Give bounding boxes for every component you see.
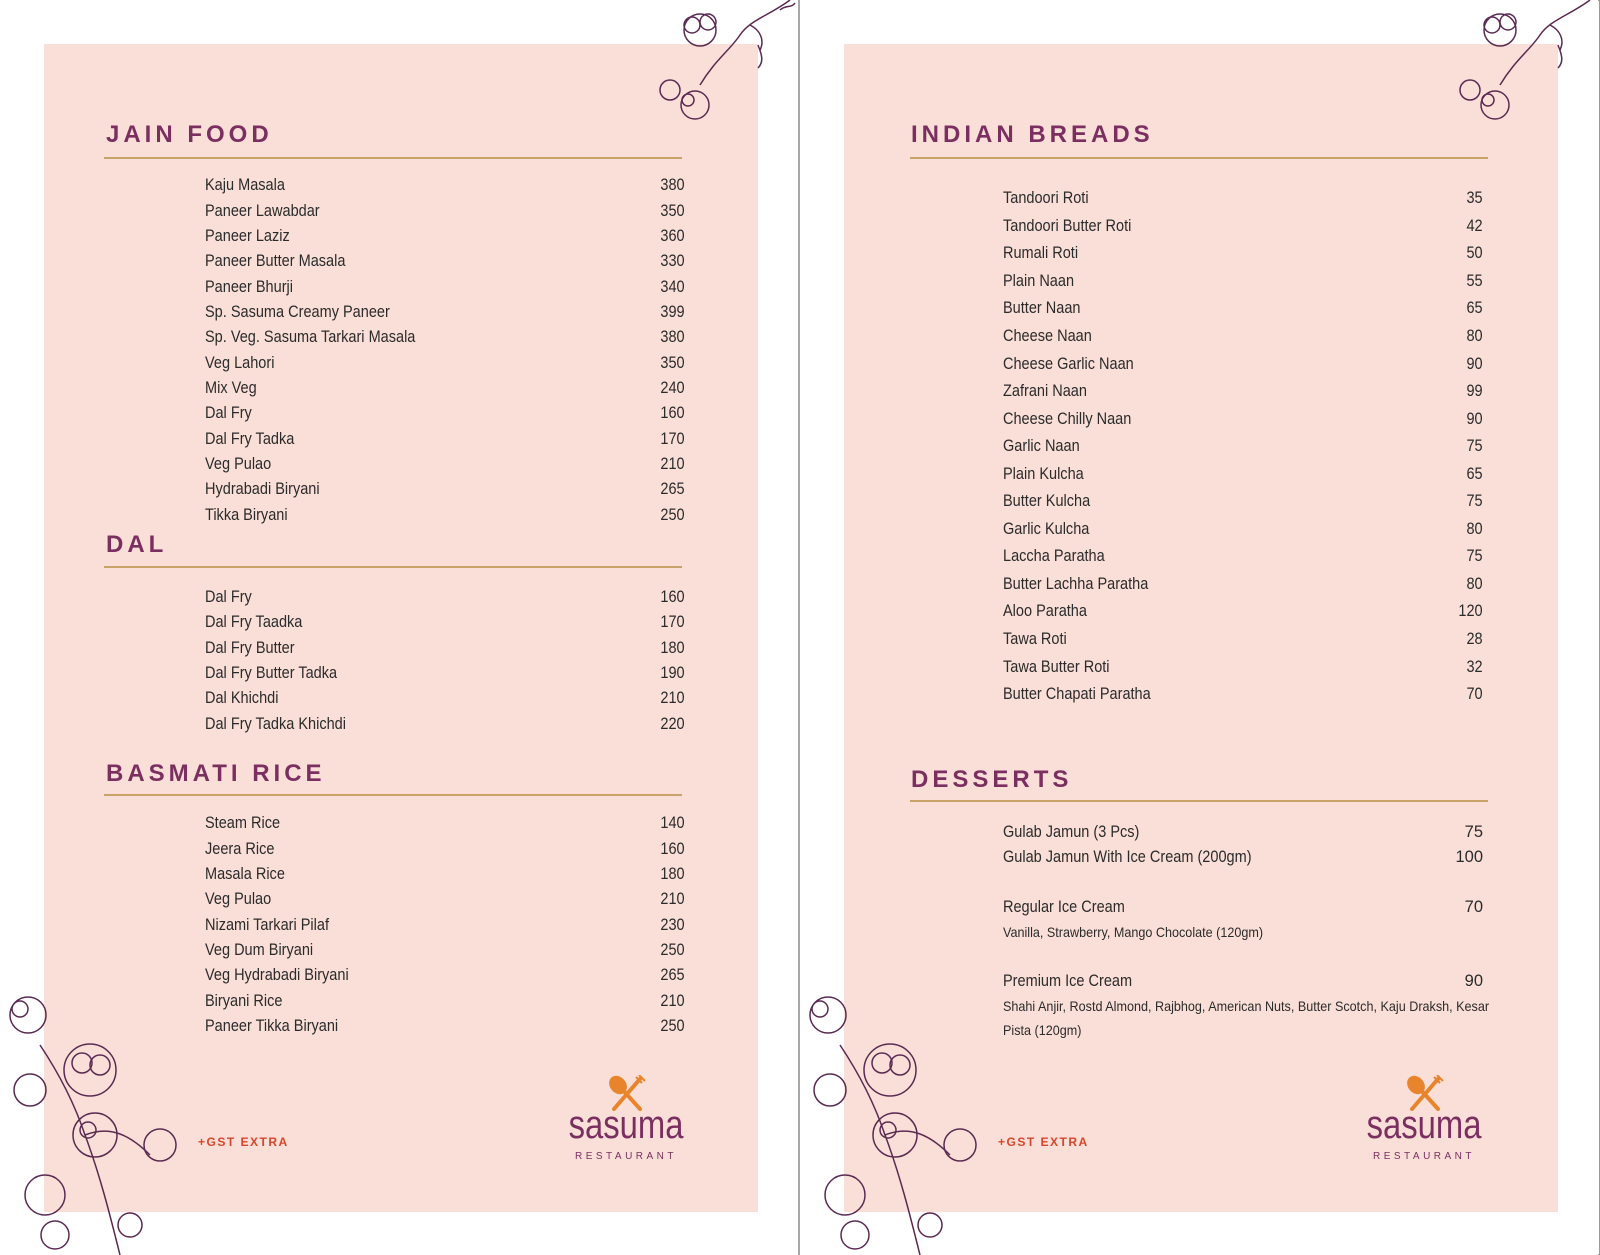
menu-item-price: 399 bbox=[660, 302, 685, 321]
dessert-description: Pista (120gm) bbox=[1003, 1022, 1082, 1038]
menu-item-price: 140 bbox=[660, 814, 685, 833]
menu-item-price: 180 bbox=[660, 864, 685, 883]
gst-note: +GST EXTRA bbox=[198, 1135, 289, 1149]
menu-item bbox=[1003, 488, 1483, 516]
menu-item-name: Veg Dum Biryani bbox=[205, 940, 314, 959]
menu-item-name: Paneer Bhurji bbox=[205, 277, 293, 296]
menu-item-price: 160 bbox=[660, 404, 685, 423]
menu-item-name: Laccha Paratha bbox=[1003, 547, 1105, 566]
menu-item-price: 240 bbox=[660, 378, 685, 397]
dessert-name: Gulab Jamun With Ice Cream (200gm) bbox=[1003, 848, 1252, 866]
section-rule bbox=[910, 800, 1488, 802]
menu-item bbox=[205, 887, 685, 912]
menu-item bbox=[205, 636, 685, 661]
menu-item bbox=[205, 711, 685, 736]
menu-item bbox=[205, 912, 685, 937]
menu-item-price: 210 bbox=[660, 991, 685, 1010]
menu-item-name: Dal Fry Tadka bbox=[205, 429, 295, 448]
menu-item-name: Cheese Chilly Naan bbox=[1003, 409, 1132, 428]
menu-item-price: 170 bbox=[660, 429, 685, 448]
dessert-item bbox=[1003, 972, 1483, 991]
menu-item bbox=[1003, 598, 1483, 626]
menu-item bbox=[205, 836, 685, 861]
menu-item bbox=[1003, 571, 1483, 599]
section-rule bbox=[104, 157, 682, 159]
dessert-item bbox=[1003, 823, 1483, 842]
menu-item-name: Butter Chapati Paratha bbox=[1003, 685, 1151, 704]
menu-item-name: Dal Fry Butter bbox=[205, 638, 295, 657]
menu-item-price: 180 bbox=[660, 638, 685, 657]
menu-item-price: 250 bbox=[660, 940, 685, 959]
menu-item-name: Dal Khichdi bbox=[205, 689, 279, 708]
menu-item-price: 75 bbox=[1466, 437, 1483, 456]
menu-item bbox=[1003, 240, 1483, 268]
menu-item-name: Zafrani Naan bbox=[1003, 382, 1087, 401]
menu-item-name: Veg Pulao bbox=[205, 454, 272, 473]
menu-item bbox=[1003, 185, 1483, 213]
menu-item bbox=[1003, 543, 1483, 571]
menu-item-price: 210 bbox=[660, 454, 685, 473]
menu-item-name: Cheese Naan bbox=[1003, 327, 1092, 345]
dessert-name: Regular Ice Cream bbox=[1003, 898, 1125, 916]
menu-item bbox=[205, 661, 685, 686]
menu-item-name: Kaju Masala bbox=[205, 176, 285, 195]
menu-item-name: Sp. Veg. Sasuma Tarkari Masala bbox=[205, 328, 416, 347]
logo-subtitle: RESTAURANT bbox=[574, 1151, 678, 1162]
menu-item bbox=[1003, 653, 1483, 681]
menu-item bbox=[205, 988, 685, 1013]
top-flower-decoration bbox=[1420, 0, 1598, 140]
menu-item-price: 350 bbox=[660, 353, 685, 372]
menu-item-name: Garlic Kulcha bbox=[1003, 519, 1090, 538]
menu-item bbox=[205, 173, 685, 198]
menu-item bbox=[205, 610, 685, 635]
menu-item-price: 265 bbox=[660, 966, 685, 985]
section-title-basmati-rice: BASMATI RICE bbox=[106, 760, 326, 787]
menu-item-price: 380 bbox=[660, 176, 685, 195]
menu-item-price: 360 bbox=[660, 226, 685, 245]
menu-item-price: 80 bbox=[1466, 519, 1483, 538]
menu-item-price: 330 bbox=[660, 252, 685, 271]
menu-item bbox=[205, 224, 685, 249]
menu-item-name: Dal Fry Tadka Khichdi bbox=[205, 714, 346, 733]
menu-item-price: 75 bbox=[1466, 492, 1483, 511]
bottom-flower-decoration bbox=[800, 995, 1000, 1255]
menu-item-name: Paneer Butter Masala bbox=[205, 252, 346, 271]
menu-item bbox=[205, 274, 685, 299]
menu-item-price: 340 bbox=[660, 277, 685, 296]
section-title-jain-food: JAIN FOOD bbox=[106, 121, 273, 148]
menu-item bbox=[1003, 295, 1483, 323]
menu-item-name: Tawa Butter Roti bbox=[1003, 657, 1110, 676]
left-page bbox=[0, 0, 798, 1255]
menu-item bbox=[205, 477, 685, 502]
menu-item-price: 70 bbox=[1466, 685, 1483, 704]
menu-item bbox=[205, 198, 685, 223]
menu-item-name: Tawa Roti bbox=[1003, 630, 1067, 649]
menu-item-name: Mix Veg bbox=[205, 378, 257, 397]
menu-item bbox=[1003, 323, 1483, 351]
menu-item-name: Nizami Tarkari Pilaf bbox=[205, 915, 329, 934]
menu-list-basmati-rice bbox=[205, 811, 685, 1039]
dessert-item bbox=[1003, 898, 1483, 917]
menu-item bbox=[1003, 516, 1483, 544]
menu-item-name: Biryani Rice bbox=[205, 991, 283, 1010]
menu-item-name: Veg Pulao bbox=[205, 890, 272, 909]
gst-note: +GST EXTRA bbox=[998, 1135, 1089, 1149]
dessert-price: 90 bbox=[1464, 972, 1483, 990]
menu-item-price: 90 bbox=[1466, 409, 1483, 428]
menu-list-dal bbox=[205, 585, 685, 737]
menu-item-name: Paneer Tikka Biryani bbox=[205, 1016, 339, 1035]
menu-item-price: 42 bbox=[1466, 216, 1483, 235]
menu-item bbox=[1003, 213, 1483, 241]
menu-item-price: 35 bbox=[1466, 189, 1483, 208]
menu-item bbox=[205, 350, 685, 375]
menu-item-price: 190 bbox=[660, 664, 685, 683]
menu-list-indian-breads bbox=[1003, 185, 1483, 708]
menu-item bbox=[205, 300, 685, 325]
menu-item-name: Veg Hydrabadi Biryani bbox=[205, 966, 349, 985]
menu-item-name: Masala Rice bbox=[205, 864, 285, 883]
dessert-price: 100 bbox=[1455, 848, 1483, 866]
menu-item-name: Butter Kulcha bbox=[1003, 492, 1091, 511]
menu-item-name: Veg Lahori bbox=[205, 353, 275, 372]
dessert-item bbox=[1003, 848, 1483, 867]
menu-item bbox=[1003, 405, 1483, 433]
section-rule bbox=[910, 157, 1488, 159]
menu-item bbox=[205, 249, 685, 274]
bottom-flower-decoration bbox=[0, 995, 200, 1255]
menu-item-price: 220 bbox=[660, 714, 685, 733]
menu-item-name: Rumali Roti bbox=[1003, 244, 1079, 263]
menu-item-name: Plain Kulcha bbox=[1003, 464, 1084, 483]
menu-item bbox=[1003, 268, 1483, 296]
menu-item-price: 65 bbox=[1466, 464, 1483, 483]
menu-item bbox=[205, 686, 685, 711]
menu-item bbox=[205, 325, 685, 350]
menu-item-name: Tikka Biryani bbox=[205, 505, 288, 524]
menu-item-price: 32 bbox=[1466, 657, 1483, 676]
logo-wordmark: sasuma bbox=[1366, 1103, 1482, 1147]
menu-item-name: Cheese Garlic Naan bbox=[1003, 354, 1134, 373]
menu-item-price: 50 bbox=[1466, 244, 1483, 263]
menu-item bbox=[205, 862, 685, 887]
menu-item-name: Tandoori Butter Roti bbox=[1003, 216, 1132, 235]
dessert-name: Premium Ice Cream bbox=[1003, 972, 1133, 990]
menu-item-price: 350 bbox=[660, 201, 685, 220]
menu-list-jain-food bbox=[205, 173, 685, 528]
menu-item-price: 265 bbox=[660, 480, 685, 499]
menu-item-price: 210 bbox=[660, 890, 685, 909]
menu-item bbox=[205, 502, 685, 527]
menu-item bbox=[205, 426, 685, 451]
menu-item-name: Dal Fry bbox=[205, 588, 252, 607]
menu-item-price: 120 bbox=[1458, 602, 1483, 621]
section-title-indian-breads: INDIAN BREADS bbox=[911, 121, 1154, 148]
menu-item-price: 230 bbox=[660, 915, 685, 934]
menu-item-price: 80 bbox=[1466, 327, 1483, 345]
dessert-price: 70 bbox=[1464, 898, 1483, 916]
section-rule bbox=[104, 794, 682, 796]
dessert-name: Gulab Jamun (3 Pcs) bbox=[1003, 823, 1140, 841]
menu-item bbox=[1003, 626, 1483, 654]
menu-item-price: 55 bbox=[1466, 271, 1483, 290]
menu-item-name: Butter Naan bbox=[1003, 299, 1081, 318]
menu-item-price: 380 bbox=[660, 328, 685, 347]
top-flower-decoration bbox=[640, 0, 798, 140]
menu-item bbox=[205, 963, 685, 988]
menu-item bbox=[1003, 433, 1483, 461]
menu-item-name: Dal Fry Taadka bbox=[205, 613, 303, 632]
menu-item bbox=[1003, 378, 1483, 406]
section-title-dal: DAL bbox=[106, 531, 168, 558]
menu-item bbox=[1003, 681, 1483, 709]
menu-item-price: 210 bbox=[660, 689, 685, 708]
menu-item-price: 90 bbox=[1466, 354, 1483, 373]
section-rule bbox=[104, 566, 682, 568]
menu-item-price: 75 bbox=[1466, 547, 1483, 566]
menu-item-price: 170 bbox=[660, 613, 685, 632]
menu-item-name: Steam Rice bbox=[205, 814, 281, 833]
menu-item-name: Jeera Rice bbox=[205, 839, 275, 858]
menu-item-name: Paneer Laziz bbox=[205, 226, 290, 245]
menu-item bbox=[205, 811, 685, 836]
menu-item-name: Garlic Naan bbox=[1003, 437, 1080, 456]
logo-wordmark: sasuma bbox=[568, 1103, 684, 1147]
menu-item-price: 80 bbox=[1466, 574, 1483, 593]
right-page bbox=[800, 0, 1598, 1255]
menu-item-price: 160 bbox=[660, 839, 685, 858]
dessert-price: 75 bbox=[1464, 823, 1483, 841]
menu-item-price: 160 bbox=[660, 588, 685, 607]
menu-item bbox=[1003, 460, 1483, 488]
menu-item-name: Aloo Paratha bbox=[1003, 602, 1087, 621]
menu-item-price: 99 bbox=[1466, 382, 1483, 401]
menu-item bbox=[205, 452, 685, 477]
menu-item bbox=[205, 376, 685, 401]
menu-item-name: Dal Fry bbox=[205, 404, 252, 423]
dessert-description: Shahi Anjir, Rostd Almond, Rajbhog, American Nuts, Butter Scotch, Kaju Draksh, Kesar bbox=[1003, 998, 1490, 1014]
menu-item-name: Dal Fry Butter Tadka bbox=[205, 664, 338, 683]
menu-item-price: 28 bbox=[1466, 630, 1483, 649]
menu-item bbox=[205, 938, 685, 963]
sasuma-logo bbox=[556, 1075, 696, 1165]
menu-item bbox=[205, 401, 685, 426]
menu-item-name: Hydrabadi Biryani bbox=[205, 480, 320, 499]
logo-subtitle: RESTAURANT bbox=[1372, 1151, 1476, 1162]
menu-item-price: 250 bbox=[660, 505, 685, 524]
menu-item-name: Tandoori Roti bbox=[1003, 189, 1089, 208]
dessert-description: Vanilla, Strawberry, Mango Chocolate (120gm) bbox=[1003, 924, 1264, 940]
menu-item-name: Paneer Lawabdar bbox=[205, 201, 320, 220]
menu-item-name: Sp. Sasuma Creamy Paneer bbox=[205, 302, 390, 321]
menu-item-price: 65 bbox=[1466, 299, 1483, 318]
menu-item bbox=[205, 585, 685, 610]
menu-item bbox=[1003, 350, 1483, 378]
menu-item-price: 250 bbox=[660, 1016, 685, 1035]
sasuma-logo bbox=[1354, 1075, 1494, 1165]
menu-item bbox=[205, 1014, 685, 1039]
section-title-desserts: DESSERTS bbox=[911, 766, 1073, 793]
menu-item-name: Plain Naan bbox=[1003, 271, 1075, 290]
menu-item-name: Butter Lachha Paratha bbox=[1003, 574, 1149, 593]
